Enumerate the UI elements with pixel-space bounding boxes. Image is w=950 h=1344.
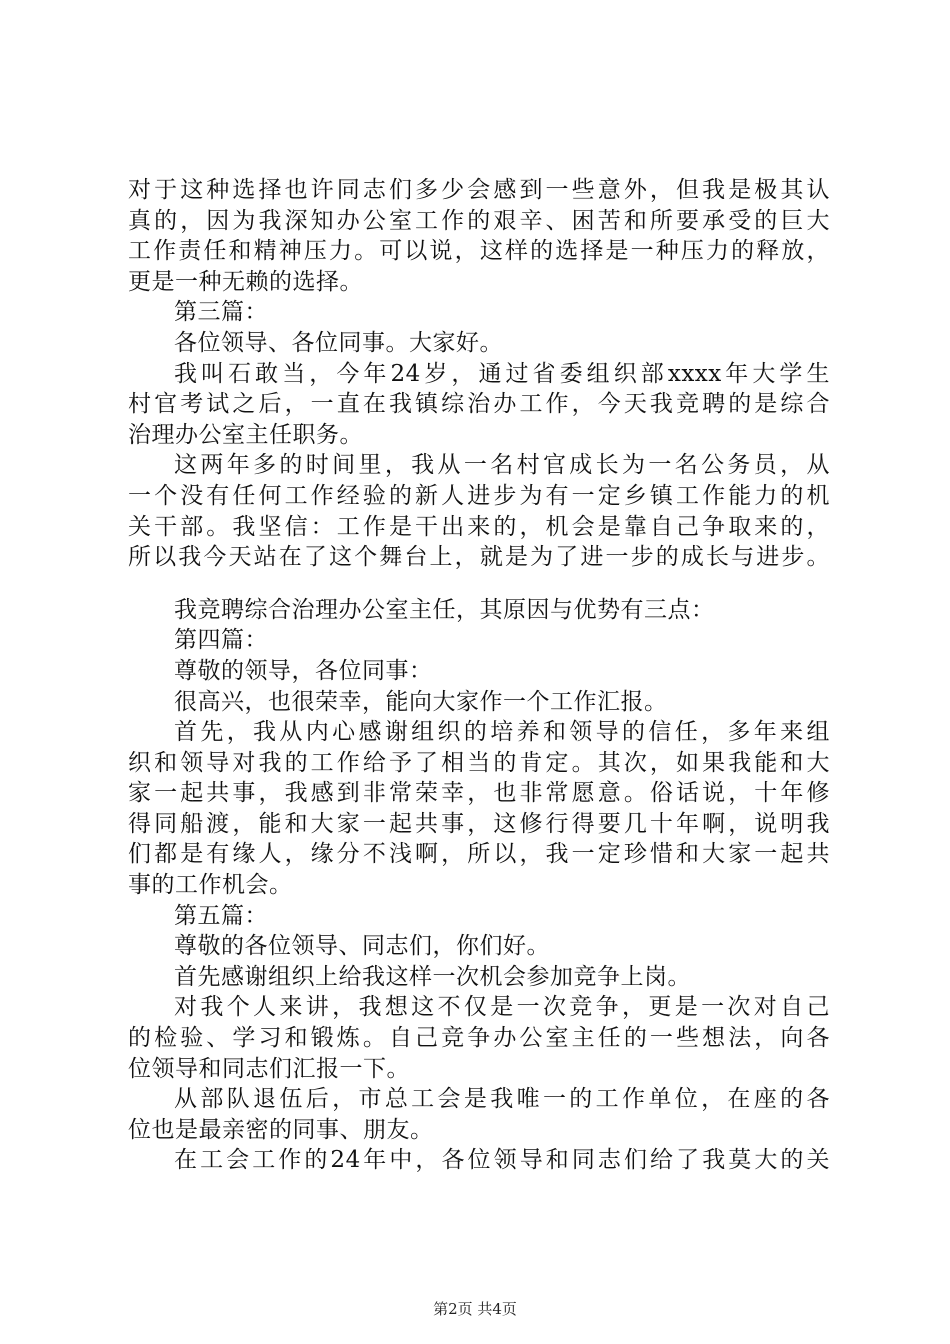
paragraph-line: 一个没有任何工作经验的新人进步为有一定乡镇工作能力的机 [128, 482, 830, 509]
paragraph-line: 村官考试之后，一直在我镇综治办工作，今天我竞聘的是综合 [128, 391, 830, 418]
paragraph-line: 关干部。我坚信：工作是干出来的，机会是靠自己争取来的， [128, 513, 830, 540]
salutation: 尊敬的领导，各位同事： [174, 657, 433, 684]
paragraph-line: 首先感谢组织上给我这样一次机会参加竞争上岗。 [174, 963, 691, 990]
paragraph-gap [128, 573, 830, 595]
paragraph-line: 治理办公室主任职务。 [128, 421, 363, 448]
paragraph-line: 首先，我从内心感谢组织的培养和领导的信任，多年来组 [174, 719, 830, 746]
paragraph-line: 很高兴，也很荣幸，能向大家作一个工作汇报。 [174, 688, 668, 715]
section-heading: 第五篇： [174, 902, 268, 929]
paragraph-line: 从部队退伍后，市总工会是我唯一的工作单位，在座的各 [174, 1086, 830, 1113]
paragraph-line: 事的工作机会。 [128, 872, 293, 899]
paragraph-line: 得同船渡，能和大家一起共事，这修行得要几十年啊，说明我 [128, 810, 830, 837]
section-heading: 第三篇： [174, 299, 268, 326]
paragraph-line: 我竞聘综合治理办公室主任，其原因与优势有三点： [174, 596, 715, 623]
paragraph-line: 的检验、学习和锻炼。自己竞争办公室主任的一些想法，向各 [128, 1025, 830, 1052]
paragraph-line: 位领导和同志们汇报一下。 [128, 1055, 410, 1082]
section-heading: 第四篇： [174, 627, 268, 654]
page-number-footer: 第2页 共4页 [433, 1300, 517, 1318]
paragraph-line: 家一起共事，我感到非常荣幸，也非常愿意。俗话说，十年修 [128, 780, 830, 807]
paragraph-line: 对我个人来讲，我想这不仅是一次竞争，更是一次对自己 [174, 994, 830, 1021]
paragraph-line: 工作责任和精神压力。可以说，这样的选择是一种压力的释放， [128, 238, 830, 265]
paragraph-line: 们都是有缘人，缘分不浅啊，所以，我一定珍惜和大家一起共 [128, 841, 830, 868]
paragraph-line: 所以我今天站在了这个舞台上，就是为了进一步的成长与进步。 [128, 544, 830, 571]
paragraph-line: 这两年多的时间里，我从一名村官成长为一名公务员，从 [174, 452, 830, 479]
paragraph-line: 对于这种选择也许同志们多少会感到一些意外，但我是极其认 [128, 177, 830, 203]
paragraph-line: 真的，因为我深知办公室工作的艰辛、困苦和所要承受的巨大 [128, 207, 830, 234]
paragraph-line: 位也是最亲密的同事、朋友。 [128, 1116, 434, 1143]
paragraph-line: 在工会工作的24年中，各位领导和同志们给了我莫大的关 [174, 1147, 830, 1174]
salutation: 尊敬的各位领导、同志们，你们好。 [174, 933, 550, 960]
salutation: 各位领导、各位同事。大家好。 [174, 329, 503, 356]
paragraph-line: 我叫石敢当，今年24岁，通过省委组织部xxxx年大学生 [174, 360, 830, 387]
paragraph-line: 更是一种无赖的选择。 [128, 268, 363, 295]
paragraph-line: 织和领导对我的工作给予了相当的肯定。其次，如果我能和大 [128, 749, 830, 776]
document-body [128, 175, 830, 1176]
